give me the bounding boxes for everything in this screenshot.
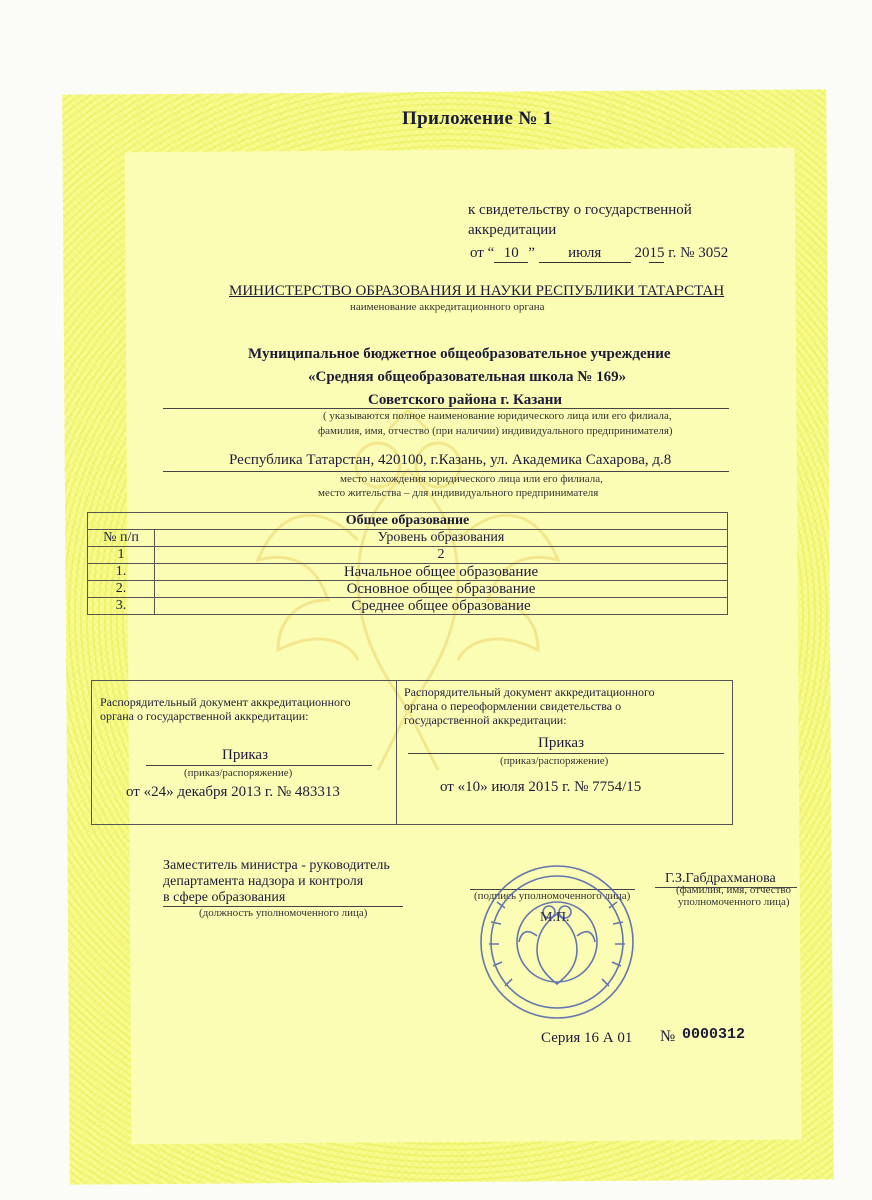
signature-caption: (подпись уполномоченного лица)	[474, 890, 631, 902]
institution-line-2: «Средняя общеобразовательная школа № 169»	[308, 369, 627, 385]
signer-position-2: департамента надзора и контроля	[163, 874, 364, 889]
official-seal-icon	[477, 862, 637, 1022]
col-level-index: 2	[155, 547, 728, 564]
institution-line-3: Советского района г. Казани	[368, 392, 563, 408]
row-number: 3.	[88, 598, 155, 615]
left-type-caption: (приказ/распоряжение)	[184, 767, 293, 779]
signer-position-3: в сфере образования	[163, 890, 286, 905]
row-number: 2.	[88, 581, 155, 598]
left-document-date: от «24» декабря 2013 г. № 483313	[126, 784, 340, 800]
accreditation-documents-box	[91, 680, 733, 825]
col-number-index: 1	[88, 547, 155, 564]
address-underline	[163, 471, 729, 472]
education-levels-table	[87, 512, 728, 615]
right-heading-3: государственной аккредитации:	[404, 713, 567, 727]
left-heading-2: органа о государственной аккредитации:	[100, 709, 309, 723]
date-year-suffix: 15	[649, 245, 665, 261]
right-type-caption: (приказ/распоряжение)	[500, 755, 609, 767]
seal-label: М.П.	[540, 910, 570, 925]
signer-name-caption-1: (фамилия, имя, отчество	[676, 884, 792, 896]
right-heading-2: органа о переоформлении свидетельства о	[404, 699, 622, 713]
table-row	[88, 581, 728, 598]
signer-name: Г.З.Габдрахманова	[665, 871, 776, 886]
position-caption: (должность уполномоченного лица)	[199, 907, 368, 919]
row-level: Начальное общее образование	[155, 564, 728, 581]
right-document-date: от «10» июля 2015 г. № 7754/15	[440, 779, 642, 795]
appendix-date	[470, 245, 728, 263]
document-left	[100, 681, 392, 824]
row-number: 1.	[88, 564, 155, 581]
table-index-row	[88, 547, 728, 564]
address-caption-1: место нахождения юридического лица или его филиала,	[340, 473, 603, 485]
date-month: июля	[539, 245, 631, 263]
right-document-type: Приказ	[538, 735, 585, 751]
authority-caption: наименование аккредитационного органа	[350, 301, 545, 313]
document-right	[404, 681, 726, 824]
date-day: 10	[494, 245, 528, 263]
col-number-header: № п/п	[88, 530, 155, 547]
right-type-underline	[408, 753, 724, 754]
signer-position-1: Заместитель министра - руководитель	[163, 858, 390, 873]
left-document-type: Приказ	[222, 747, 269, 763]
left-type-underline	[146, 765, 372, 766]
row-level: Основное общее образование	[155, 581, 728, 598]
series-number: 0000312	[682, 1026, 746, 1043]
appendix-line-1: к свидетельству о государственной	[468, 202, 692, 218]
table-row	[88, 598, 728, 615]
date-prefix: от “	[470, 245, 495, 261]
appendix-title: Приложение № 1	[402, 108, 553, 129]
date-number-prefix: г. №	[668, 245, 695, 261]
institution-line-1: Муниципальное бюджетное общеобразовательное учреждение	[248, 346, 671, 362]
institution-caption-2: фамилия, имя, отчество (при наличии) индивидуального предпринимателя)	[318, 425, 673, 437]
signer-name-caption-2: уполномоченного лица)	[678, 896, 790, 908]
table-title-row	[88, 513, 728, 530]
documents-divider	[396, 681, 397, 824]
date-year-prefix: 20	[634, 245, 650, 261]
col-level-header: Уровень образования	[155, 530, 728, 547]
right-heading-1: Распорядительный документ аккредитационного	[404, 685, 655, 699]
table-title: Общее образование	[88, 513, 728, 530]
date-mid: ”	[528, 245, 535, 261]
series-label: Серия 16 А 01	[541, 1030, 633, 1046]
address-caption-2: место жительства – для индивидуального предпринимателя	[318, 487, 599, 499]
appendix-line-2: аккредитации	[468, 222, 557, 238]
left-heading-1: Распорядительный документ аккредитационного	[100, 695, 351, 709]
authority-name: МИНИСТЕРСТВО ОБРАЗОВАНИЯ И НАУКИ РЕСПУБЛИКИ ТАТАРСТАН	[229, 283, 725, 299]
table-row	[88, 564, 728, 581]
institution-caption-1: ( указываются полное наименование юридического лица или его филиала,	[323, 410, 672, 422]
date-number: 3052	[698, 245, 729, 261]
institution-underline	[163, 408, 729, 409]
table-header-row	[88, 530, 728, 547]
row-level: Среднее общее образование	[155, 598, 728, 615]
series-number-sign: №	[660, 1028, 676, 1045]
address-value: Республика Татарстан, 420100, г.Казань, ул. Академика Сахарова, д.8	[229, 452, 672, 468]
